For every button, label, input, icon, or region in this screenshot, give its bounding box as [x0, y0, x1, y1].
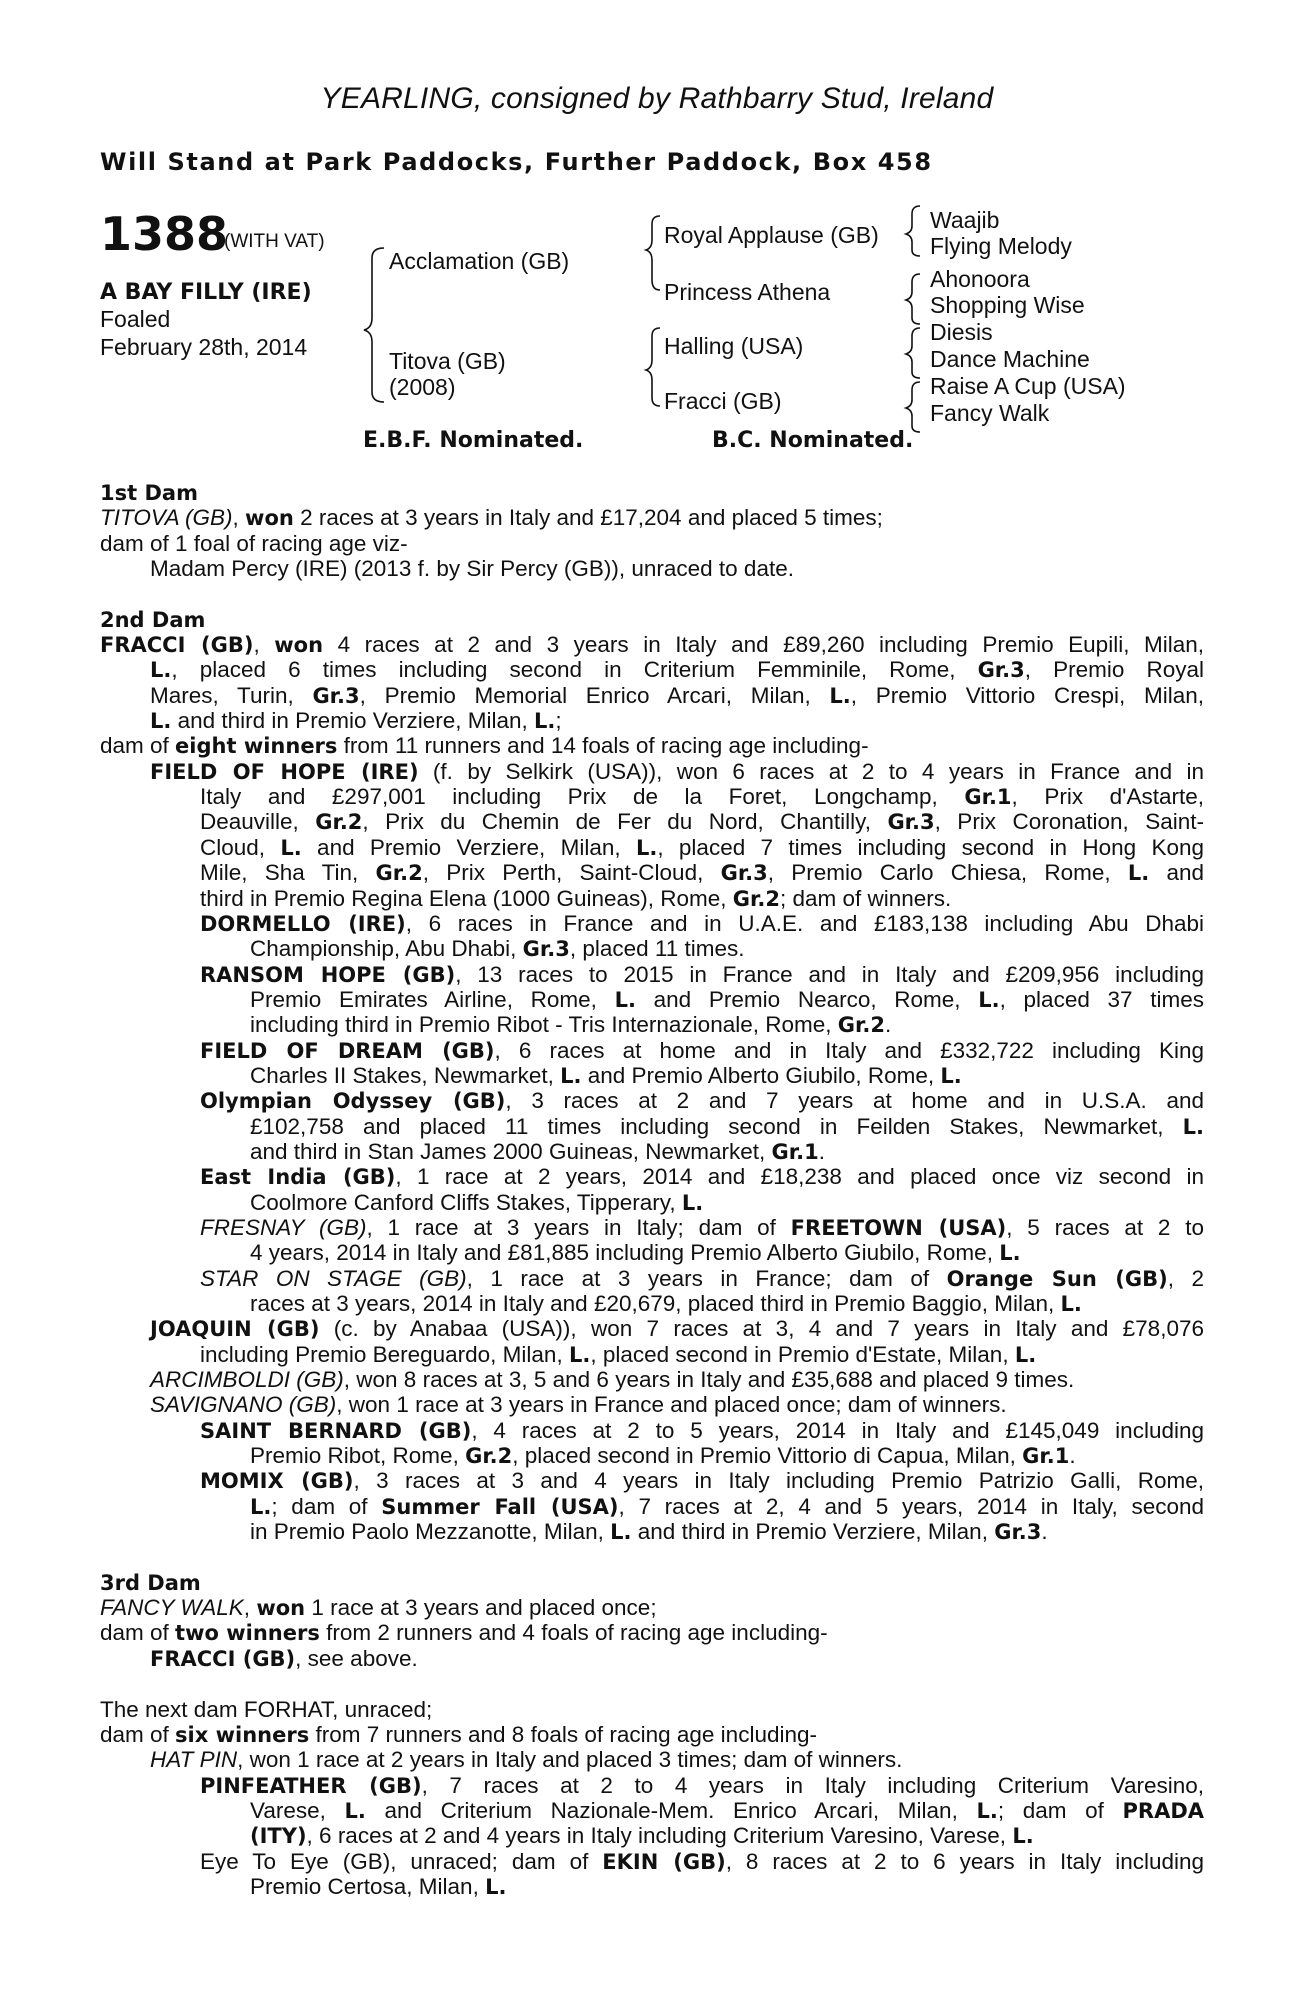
dam: Titova (GB) — [389, 348, 506, 374]
plain-text: including Premio Bereguardo, Milan, — [200, 1341, 569, 1367]
gg-4: Shopping Wise — [930, 292, 1085, 318]
text-line — [100, 1798, 1204, 1823]
bold-text: Gr.3 — [522, 937, 570, 962]
plain-text: , Premio Memorial Enrico Arcari, Milan, — [359, 682, 830, 708]
text-line — [100, 1063, 1204, 1088]
bold-text: Olympian Odyssey (GB) — [200, 1089, 506, 1114]
bold-text: L. — [681, 1190, 704, 1215]
text-line — [100, 1646, 1204, 1671]
text-line — [100, 1849, 1204, 1874]
bold-text: Gr.3 — [977, 658, 1025, 683]
bracket-sire-parents — [646, 216, 660, 290]
italic-text: TITOVA (GB) — [100, 505, 233, 531]
plain-text: , Premio Vittorio Crespi, Milan, — [850, 682, 1204, 708]
plain-text: The next dam FORHAT, unraced; — [100, 1696, 433, 1722]
pedigree-block — [0, 0, 1314, 460]
text-line — [100, 1114, 1204, 1139]
heading-text: 1st Dam — [100, 481, 198, 505]
plain-text: , — [253, 632, 275, 658]
text-line — [100, 1367, 1204, 1392]
gg-1: Waajib — [930, 207, 1000, 233]
plain-text: , placed second in Premio Vittorio di Capua, Milan, — [512, 1443, 1023, 1469]
bold-text: six winners — [175, 1722, 310, 1747]
plain-text: , placed second in Premio d'Estate, Milan, — [590, 1341, 1015, 1367]
plain-text: Coolmore Canford Cliffs Stakes, Tipperary, — [250, 1189, 682, 1215]
text-line — [100, 1342, 1204, 1367]
bold-text: RANSOM HOPE (GB) — [200, 962, 456, 987]
plain-text: , Prix Perth, Saint-Cloud, — [422, 860, 721, 886]
gg-3: Ahonoora — [930, 266, 1030, 292]
text-line — [100, 1595, 1204, 1620]
text-line — [100, 759, 1204, 784]
dam-dam: Fracci (GB) — [664, 388, 782, 414]
text-line — [100, 1722, 1204, 1747]
gg-8: Fancy Walk — [930, 400, 1050, 426]
text-line — [100, 1519, 1204, 1544]
plain-text: , Prix Coronation, Saint- — [934, 809, 1204, 835]
text-line — [100, 911, 1204, 936]
plain-text: and third in Premio Verziere, Milan, — [631, 1519, 995, 1545]
bold-text: East India (GB) — [200, 1165, 396, 1190]
text-line — [100, 1266, 1204, 1291]
plain-text: (f. by Selkirk (USA)), won 6 races at 2 to 4 years in France and in — [418, 758, 1204, 784]
bold-text: two winners — [175, 1621, 320, 1646]
plain-text: and Premio Alberto Giubilo, Rome, — [581, 1062, 941, 1088]
text-line — [100, 556, 1204, 581]
bold-text: L. — [534, 709, 556, 734]
plain-text: , 6 races in France and in U.A.E. and £183,138 including Abu Dhabi — [405, 910, 1204, 936]
text-line — [100, 1494, 1204, 1519]
plain-text: . — [1041, 1519, 1048, 1545]
plain-text: , 4 races at 2 to 5 years, 2014 in Italy and £145,049 including — [471, 1417, 1204, 1443]
section-heading — [100, 480, 1204, 505]
plain-text: ; dam of — [271, 1493, 382, 1519]
plain-text: , Prix du Chemin de Fer du Nord, Chantilly, — [362, 809, 888, 835]
bold-text: Gr.2 — [732, 886, 780, 911]
bold-text: PRADA — [1122, 1798, 1204, 1823]
text-line — [100, 809, 1204, 834]
bc-nominated: B.C. Nominated. — [712, 428, 914, 453]
plain-text: Premio Emirates Airline, Rome, — [250, 986, 615, 1012]
plain-text: £102,758 and placed 11 times including second in Feilden Stakes, Newmarket, — [250, 1113, 1183, 1139]
text-line — [100, 505, 1204, 530]
italic-text: HAT PIN — [150, 1747, 238, 1773]
plain-text: , won 8 races at 3, 5 and 6 years in Italy and £35,688 and placed 9 times. — [343, 1367, 1075, 1393]
plain-text: , 3 races at 2 and 7 years at home and in U.S.A. and — [505, 1088, 1204, 1114]
bold-text: L. — [610, 1520, 632, 1545]
bold-text: L. — [614, 987, 636, 1012]
text-line — [100, 1038, 1204, 1063]
plain-text: , 6 races at 2 and 4 years in Italy including Criterium Varesino, Varese, — [306, 1823, 1013, 1849]
gg-6: Dance Machine — [930, 346, 1090, 372]
foaled-date: February 28th, 2014 — [100, 334, 308, 360]
plain-text: , placed 7 times including second in Hong Kong — [657, 834, 1204, 860]
stand-location: Will Stand at Park Paddocks, Further Paddock, Box 458 — [100, 148, 933, 176]
plain-text: dam of — [100, 1721, 176, 1747]
bold-text: Gr.2 — [465, 1444, 513, 1469]
spacer — [100, 1671, 1204, 1696]
plain-text: Madam Percy (IRE) (2013 f. by Sir Percy (GB)), unraced to date. — [150, 556, 794, 582]
plain-text: including third in Premio Ribot - Tris Internazionale, Rome, — [250, 1012, 838, 1038]
bold-text: L. — [344, 1798, 366, 1823]
text-line — [100, 1190, 1204, 1215]
plain-text: , see above. — [295, 1645, 418, 1671]
bold-text: Orange Sun (GB) — [946, 1266, 1168, 1291]
text-line — [100, 1164, 1204, 1189]
text-line — [100, 733, 1204, 758]
text-line — [100, 936, 1204, 961]
heading-text: 2nd Dam — [100, 607, 206, 632]
bold-text: EKIN (GB) — [602, 1849, 726, 1874]
text-line — [100, 1316, 1204, 1341]
text-line — [100, 1468, 1204, 1493]
bold-text: L. — [829, 683, 851, 708]
bold-text: L. — [568, 1342, 591, 1367]
plain-text: dam of 1 foal of racing age viz- — [100, 530, 408, 556]
text-line — [100, 962, 1204, 987]
plain-text: , 7 races at 2 to 4 years in Italy including Criterium Varesino, — [421, 1772, 1204, 1798]
text-line — [100, 1215, 1204, 1240]
bold-text: L. — [1012, 1824, 1034, 1849]
plain-text: , Premio Carlo Chiesa, Rome, — [767, 860, 1128, 886]
plain-text: , 2 — [1167, 1265, 1204, 1291]
plain-text: , 1 race at 2 years, 2014 and £18,238 and placed once viz second in — [395, 1164, 1204, 1190]
plain-text: 2 races at 3 years in Italy and £17,204 and placed 5 times; — [293, 505, 883, 531]
horse-name: A BAY FILLY (IRE) — [100, 280, 312, 305]
plain-text: Mile, Sha Tin, — [200, 860, 376, 886]
bold-text: FRACCI (GB) — [100, 633, 254, 658]
plain-text: Deauville, — [200, 809, 316, 835]
bold-text: SAINT BERNARD (GB) — [200, 1418, 472, 1443]
bold-text: FRACCI (GB) — [150, 1646, 296, 1671]
bold-text: FREETOWN (USA) — [790, 1215, 1007, 1240]
bold-text: Gr.2 — [315, 810, 363, 835]
bold-text: L. — [280, 835, 302, 860]
bold-text: L. — [150, 709, 172, 734]
bold-text: L. — [150, 658, 172, 683]
bold-text: Gr.3 — [887, 810, 935, 835]
lot-number: 1388 — [100, 207, 229, 261]
bold-text: L. — [1014, 1342, 1037, 1367]
italic-text: ARCIMBOLDI (GB) — [150, 1367, 344, 1393]
bracket-dam-parents — [646, 328, 660, 406]
plain-text: , 13 races to 2015 in France and in Italy and £209,956 including — [455, 961, 1204, 987]
italic-text: STAR ON STAGE (GB) — [200, 1265, 467, 1291]
text-line — [100, 1443, 1204, 1468]
plain-text: Premio Ribot, Rome, — [250, 1443, 466, 1469]
plain-text: and third in Premio Verziere, Milan, — [171, 708, 535, 734]
plain-text: in Premio Paolo Mezzanotte, Milan, — [250, 1519, 611, 1545]
plain-text: dam of — [100, 733, 176, 759]
plain-text: , 7 races at 2, 4 and 5 years, 2014 in Italy, second — [618, 1493, 1204, 1519]
plain-text: , placed 11 times. — [569, 936, 745, 962]
gg-7: Raise A Cup (USA) — [930, 373, 1126, 399]
bold-text: Gr.2 — [375, 861, 423, 886]
bold-text: won — [256, 1596, 306, 1621]
bold-text: L. — [485, 1874, 507, 1899]
bracket-parents — [364, 248, 384, 402]
plain-text: Varese, — [250, 1797, 345, 1823]
text-line — [100, 1392, 1204, 1417]
plain-text: races at 3 years, 2014 in Italy and £20,679, placed third in Premio Baggio, Milan, — [250, 1291, 1061, 1316]
bold-text: L. — [560, 1063, 582, 1088]
plain-text: Championship, Abu Dhabi, — [250, 936, 523, 962]
plain-text: Charles II Stakes, Newmarket, — [250, 1062, 561, 1088]
dam-sire: Halling (USA) — [664, 333, 804, 359]
text-line — [100, 657, 1204, 682]
bold-text: won — [274, 633, 324, 658]
plain-text: and Premio Nearco, Rome, — [635, 986, 979, 1012]
bold-text: L. — [976, 1798, 998, 1823]
vat-note: (WITH VAT) — [224, 231, 325, 252]
plain-text: , won 1 race at 2 years in Italy and placed 3 times; dam of winners. — [237, 1747, 903, 1773]
text-line — [100, 1291, 1204, 1316]
text-line — [100, 531, 1204, 556]
plain-text: , Premio Royal — [1024, 657, 1204, 683]
text-line — [100, 683, 1204, 708]
plain-text: Italy and £297,001 including Prix de la Foret, Longchamp, — [200, 784, 965, 810]
plain-text: , 6 races at home and in Italy and £332,722 including King — [494, 1037, 1204, 1063]
plain-text: , Prix d'Astarte, — [1011, 784, 1204, 810]
bold-text: won — [245, 506, 294, 531]
plain-text: third in Premio Regina Elena (1000 Guineas), Rome, — [200, 885, 733, 911]
consignment-title: YEARLING, consigned by Rathbarry Stud, Ireland — [320, 82, 994, 115]
plain-text: , won 1 race at 3 years in France and placed once; dam of winners. — [336, 1392, 1007, 1418]
heading-text: 3rd Dam — [100, 1570, 201, 1595]
bold-text: MOMIX (GB) — [200, 1469, 354, 1494]
plain-text: Eye To Eye (GB), unraced; dam of — [200, 1848, 603, 1874]
bold-text: (ITY) — [250, 1824, 307, 1849]
plain-text: , — [232, 505, 246, 531]
gg-5: Diesis — [930, 319, 993, 345]
sire: Acclamation (GB) — [389, 248, 570, 274]
text-line — [100, 1874, 1204, 1899]
sire-sire: Royal Applause (GB) — [664, 222, 879, 248]
produce-record — [100, 480, 1204, 1899]
plain-text: and third in Stan James 2000 Guineas, Newmarket, — [250, 1138, 772, 1164]
plain-text: , placed 37 times — [999, 986, 1204, 1012]
ebf-nominated: E.B.F. Nominated. — [363, 428, 584, 453]
text-line — [100, 784, 1204, 809]
bold-text: Gr.1 — [771, 1139, 819, 1164]
plain-text: . — [818, 1138, 825, 1164]
plain-text: and — [1149, 860, 1204, 886]
bold-text: L. — [635, 835, 658, 860]
bold-text: Gr.3 — [720, 861, 768, 886]
plain-text: and Premio Verziere, Milan, — [301, 834, 636, 860]
italic-text: FANCY WALK — [100, 1595, 244, 1621]
text-line — [100, 1240, 1204, 1265]
plain-text: dam of — [100, 1620, 176, 1646]
bold-text: L. — [1127, 861, 1150, 886]
plain-text: from 7 runners and 8 foals of racing age including- — [309, 1721, 817, 1747]
bold-text: L. — [940, 1063, 962, 1088]
plain-text: 4 races at 2 and 3 years in Italy and £89,260 including Premio Eupili, Milan, — [323, 632, 1204, 658]
text-line — [100, 1620, 1204, 1645]
text-line — [100, 1139, 1204, 1164]
plain-text: ; dam of — [997, 1797, 1123, 1823]
bold-text: Gr.2 — [837, 1013, 885, 1038]
section-heading — [100, 607, 1204, 632]
plain-text: Mares, Turin, — [150, 682, 313, 708]
plain-text: , 5 races at 2 to — [1006, 1214, 1204, 1240]
text-line — [100, 1012, 1204, 1037]
text-line — [100, 860, 1204, 885]
gg-2: Flying Melody — [930, 233, 1072, 259]
italic-text: FRESNAY (GB) — [200, 1214, 367, 1240]
text-line — [100, 708, 1204, 733]
bold-text: Gr.3 — [312, 683, 360, 708]
bold-text: L. — [1182, 1114, 1204, 1139]
text-line — [100, 1088, 1204, 1113]
dam-year: (2008) — [389, 374, 456, 400]
bold-text: L. — [999, 1241, 1021, 1266]
text-line — [100, 1823, 1204, 1848]
bold-text: L. — [250, 1494, 272, 1519]
bold-text: L. — [1060, 1292, 1082, 1316]
text-line — [100, 1418, 1204, 1443]
text-line — [100, 987, 1204, 1012]
bold-text: JOAQUIN (GB) — [150, 1317, 320, 1342]
plain-text: ; dam of winners. — [779, 885, 952, 911]
plain-text: , 1 race at 3 years in Italy; dam of — [366, 1214, 791, 1240]
plain-text: from 2 runners and 4 foals of racing age including- — [319, 1620, 828, 1646]
italic-text: SAVIGNANO (GB) — [150, 1392, 337, 1418]
text-line — [100, 886, 1204, 911]
plain-text: , 1 race at 3 years in France; dam of — [466, 1265, 947, 1291]
plain-text: 4 years, 2014 in Italy and £81,885 including Premio Alberto Giubilo, Rome, — [250, 1240, 1000, 1266]
bold-text: DORMELLO (IRE) — [200, 911, 406, 936]
bold-text: PINFEATHER (GB) — [200, 1773, 422, 1798]
text-line — [100, 632, 1204, 657]
text-line — [100, 835, 1204, 860]
plain-text: . — [1069, 1443, 1076, 1469]
bold-text: eight winners — [175, 734, 338, 759]
bold-text: FIELD OF HOPE (IRE) — [150, 759, 419, 784]
sire-dam: Princess Athena — [664, 279, 831, 305]
plain-text: Cloud, — [200, 834, 281, 860]
plain-text: and Criterium Nazionale-Mem. Enrico Arcari, Milan, — [365, 1797, 977, 1823]
spacer — [100, 1544, 1204, 1569]
bold-text: Gr.1 — [1022, 1444, 1070, 1469]
plain-text: 1 race at 3 years and placed once; — [305, 1595, 657, 1621]
bold-text: L. — [978, 987, 1000, 1012]
plain-text: from 11 runners and 14 foals of racing age including- — [337, 733, 869, 759]
bold-text: Gr.3 — [994, 1520, 1042, 1545]
plain-text: . — [884, 1012, 892, 1038]
plain-text: (c. by Anabaa (USA)), won 7 races at 3, 4 and 7 years in Italy and £78,076 — [319, 1316, 1204, 1342]
bold-text: Summer Fall (USA) — [381, 1494, 619, 1519]
foaled-label: Foaled — [100, 306, 171, 332]
plain-text: , 8 races at 2 to 6 years in Italy including — [725, 1848, 1204, 1874]
bold-text: FIELD OF DREAM (GB) — [200, 1038, 495, 1063]
plain-text: , — [243, 1595, 257, 1621]
plain-text: , placed 6 times including second in Criterium Femminile, Rome, — [171, 657, 978, 683]
text-line — [100, 1747, 1204, 1772]
text-line — [100, 1697, 1204, 1722]
spacer — [100, 581, 1204, 606]
bold-text: Gr.1 — [964, 785, 1012, 810]
text-line — [100, 1773, 1204, 1798]
plain-text: , 3 races at 3 and 4 years in Italy including Premio Patrizio Galli, Rome, — [353, 1468, 1204, 1494]
plain-text: ; — [555, 708, 562, 734]
section-heading — [100, 1570, 1204, 1595]
plain-text: Premio Certosa, Milan, — [250, 1873, 486, 1899]
